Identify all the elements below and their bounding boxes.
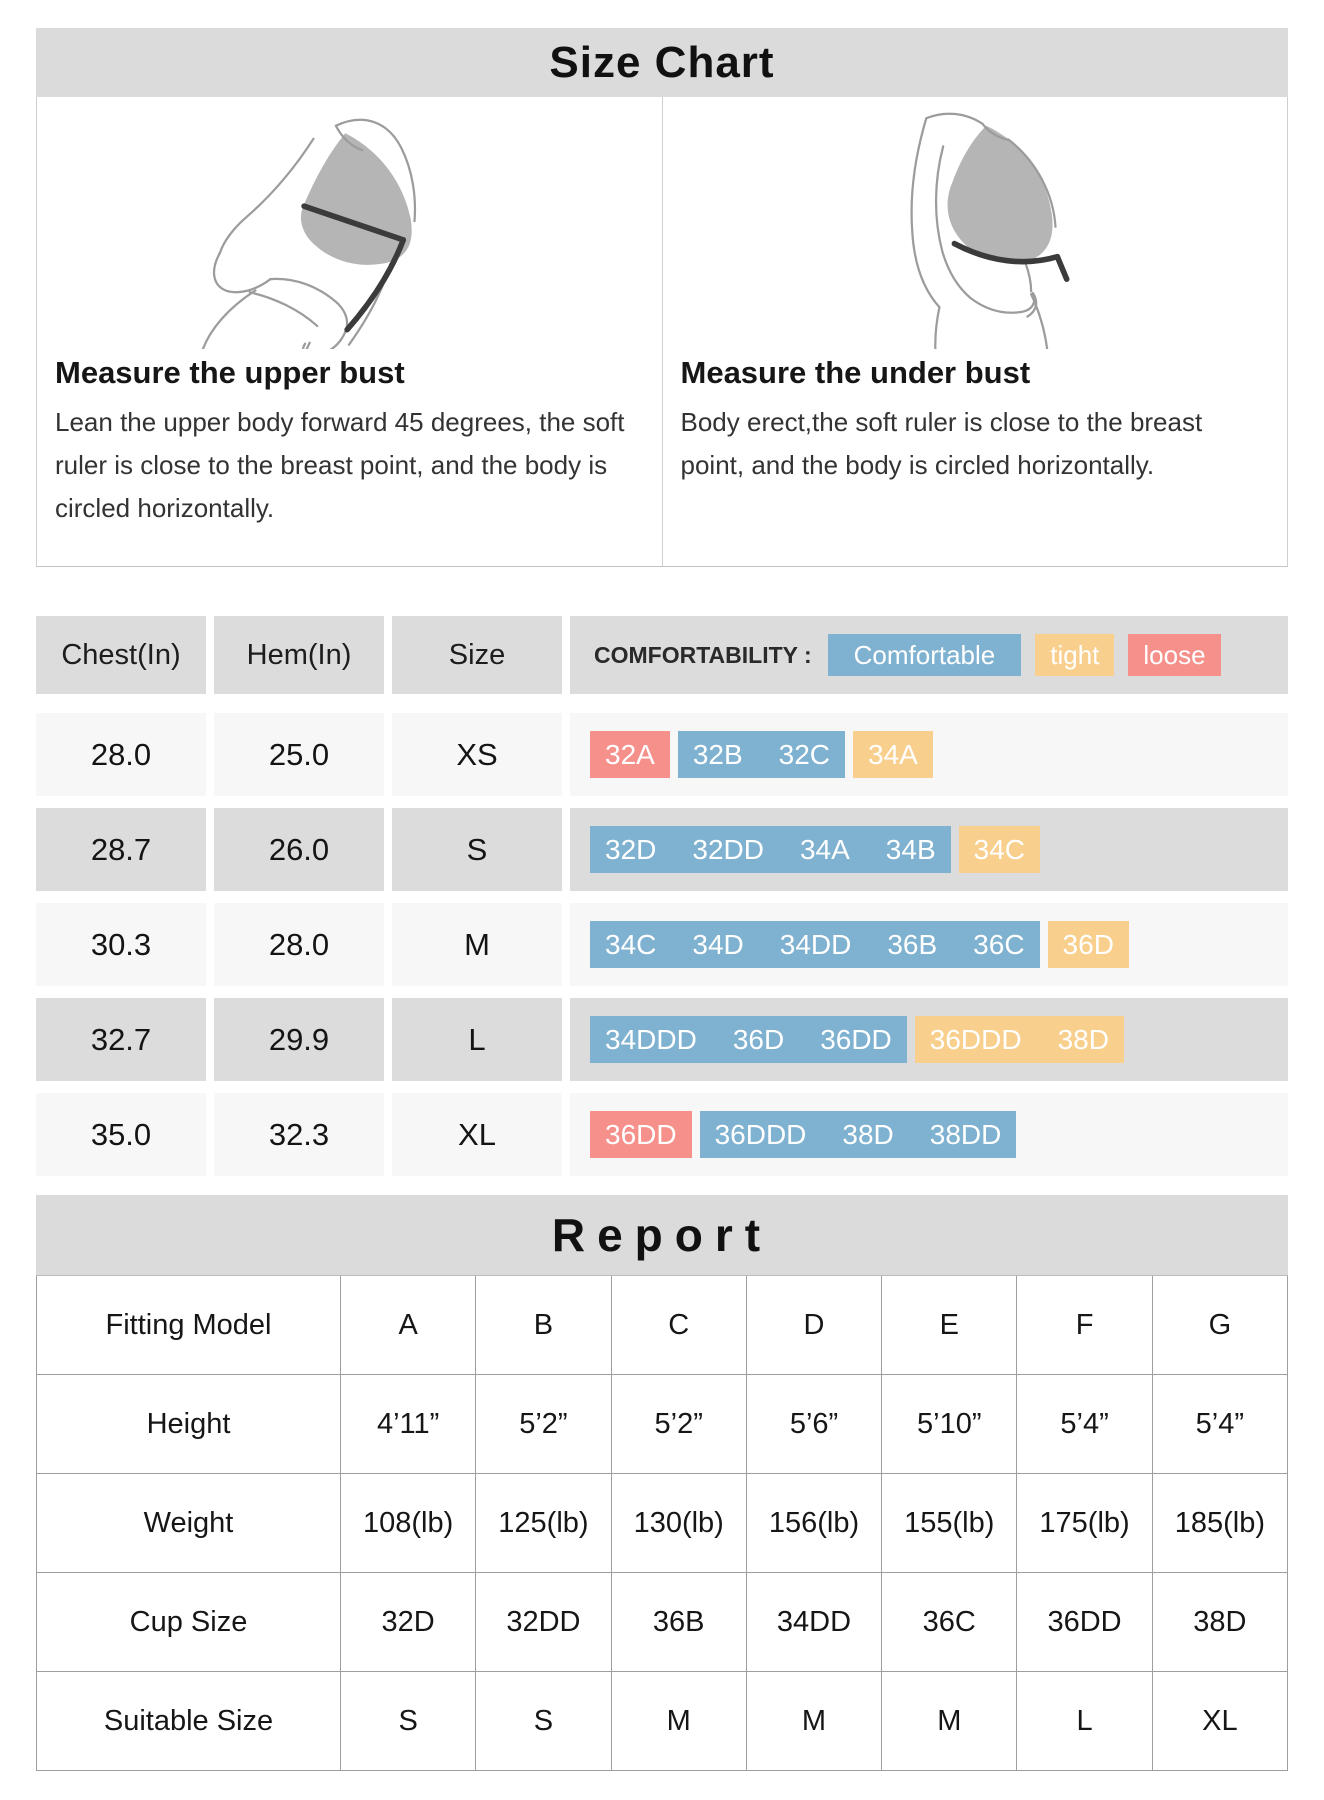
- chest-value: 30.3: [90, 926, 152, 962]
- report-cell: M: [747, 1672, 882, 1771]
- report-cell: XL: [1153, 1672, 1288, 1771]
- cup-label: 34DDD: [605, 1023, 697, 1055]
- report-row-label: Cup Size: [37, 1573, 341, 1672]
- report-cell: G: [1153, 1276, 1288, 1375]
- report-cell: 34DD: [747, 1573, 882, 1672]
- chest-value: 35.0: [90, 1116, 152, 1152]
- chest-header: Chest(In): [61, 638, 181, 671]
- cup-label: 38DD: [929, 1118, 1002, 1150]
- cup-label: 34B: [885, 833, 936, 865]
- size-row: [36, 808, 1288, 891]
- cup-label: 36DDD: [929, 1023, 1022, 1055]
- report-row-label: Height: [37, 1375, 341, 1474]
- report-title-band: [36, 1195, 1288, 1275]
- size-chart-title: Size Chart: [549, 37, 775, 87]
- chest-value: 28.7: [90, 831, 152, 867]
- report-cell: 36C: [882, 1573, 1017, 1672]
- size-row: [36, 903, 1288, 986]
- report-cell: 36B: [612, 1573, 747, 1672]
- report-cell: M: [612, 1672, 747, 1771]
- measuring-panels: [36, 97, 1288, 567]
- size-table: [36, 616, 1288, 1176]
- cup-chip: [959, 826, 1040, 873]
- cup-label: 32DD: [692, 833, 764, 865]
- size-chart-title-band: [36, 28, 1288, 97]
- cup-label: 36D: [732, 1023, 785, 1055]
- report-cell: C: [612, 1276, 747, 1375]
- report-cell: L: [1017, 1672, 1152, 1771]
- cup-label: 34DD: [779, 928, 852, 960]
- report-cell: 32DD: [476, 1573, 611, 1672]
- legend-label: Comfortable: [853, 639, 996, 670]
- report-cell: 125(lb): [476, 1474, 611, 1573]
- size-value: S: [466, 831, 488, 867]
- hem-value: 28.0: [268, 926, 330, 962]
- cup-chip: [678, 731, 845, 778]
- cup-label: 34A: [799, 833, 850, 865]
- hem-value: 26.0: [268, 831, 330, 867]
- report-table: [36, 1275, 1288, 1771]
- cup-chip: [590, 826, 951, 873]
- report-row-label: Fitting Model: [37, 1276, 341, 1375]
- cup-chips: [570, 1016, 1124, 1063]
- size-row: [36, 713, 1288, 796]
- size-row: [36, 1093, 1288, 1176]
- cup-chip: [590, 921, 1040, 968]
- report-cell: 108(lb): [341, 1474, 476, 1573]
- report-cell: 4’11”: [341, 1375, 476, 1474]
- report-cell: 5’6”: [747, 1375, 882, 1474]
- report-cell: F: [1017, 1276, 1152, 1375]
- report-cell: 36DD: [1017, 1573, 1152, 1672]
- hem-value: 32.3: [268, 1116, 330, 1152]
- upper-bust-heading: Measure the upper bust: [55, 355, 405, 390]
- under-bust-heading: Measure the under bust: [680, 355, 1031, 390]
- report-cell: 185(lb): [1153, 1474, 1288, 1573]
- cup-label: 36DD: [820, 1023, 892, 1055]
- cup-chip: [590, 1111, 692, 1158]
- report-cell: 5’2”: [476, 1375, 611, 1474]
- size-value: XL: [458, 1116, 496, 1152]
- cup-label: 34C: [605, 928, 657, 960]
- legend-comfortable-chip: [828, 634, 1022, 676]
- cup-label: 36DDD: [714, 1118, 807, 1150]
- report-cell: A: [341, 1276, 476, 1375]
- cup-chip: [590, 731, 670, 778]
- report-cell: 130(lb): [612, 1474, 747, 1573]
- legend-label: loose: [1143, 639, 1206, 670]
- report-cell: D: [747, 1276, 882, 1375]
- size-value: XS: [456, 736, 498, 772]
- report-title: Report: [551, 1209, 773, 1261]
- report-cell: 5’10”: [882, 1375, 1017, 1474]
- cup-label: 36C: [973, 928, 1025, 960]
- upper-bust-description: Lean the upper body forward 45 degrees, the soft ruler is close to the breast point, and the body is circled horizontally.: [55, 407, 625, 523]
- report-cell: 5’4”: [1153, 1375, 1288, 1474]
- cup-label: 36DD: [605, 1118, 677, 1150]
- cup-label: 36D: [1062, 928, 1114, 960]
- comfortability-label: COMFORTABILITY :: [594, 641, 812, 668]
- report-cell: B: [476, 1276, 611, 1375]
- cup-chip: [915, 1016, 1124, 1063]
- cup-label: 38D: [842, 1118, 894, 1150]
- report-cell: 5’2”: [612, 1375, 747, 1474]
- legend-label: tight: [1050, 639, 1100, 670]
- cup-label: 34C: [973, 833, 1025, 865]
- chest-value: 28.0: [90, 736, 152, 772]
- hem-value: 29.9: [268, 1021, 330, 1057]
- report-cell: 156(lb): [747, 1474, 882, 1573]
- chest-value: 32.7: [90, 1021, 152, 1057]
- cup-chip: [853, 731, 933, 778]
- under-bust-description: Body erect,the soft ruler is close to the breast point, and the body is circled horizontally.: [680, 407, 1203, 480]
- report-cell: 38D: [1153, 1573, 1288, 1672]
- hem-header: Hem(In): [246, 638, 352, 671]
- size-value: L: [468, 1021, 486, 1057]
- report-cell: E: [882, 1276, 1017, 1375]
- size-table-header: [36, 616, 1288, 694]
- cup-chips: [570, 731, 933, 778]
- report-cell: 175(lb): [1017, 1474, 1152, 1573]
- size-row: [36, 998, 1288, 1081]
- report-cell: S: [341, 1672, 476, 1771]
- report-cell: S: [476, 1672, 611, 1771]
- cup-chip: [1048, 921, 1129, 968]
- report-row-label: Weight: [37, 1474, 341, 1573]
- cup-label: 38D: [1057, 1023, 1109, 1055]
- legend-loose-chip: [1128, 634, 1220, 676]
- cup-label: 34A: [868, 738, 918, 770]
- report-cell: 5’4”: [1017, 1375, 1152, 1474]
- cup-label: 32C: [778, 738, 831, 770]
- erect-torso-illustration: [775, 107, 1175, 349]
- report-cell: 155(lb): [882, 1474, 1017, 1573]
- cup-chips: [570, 921, 1129, 968]
- cup-label: 32B: [692, 738, 743, 770]
- cup-chips: [570, 1111, 1016, 1158]
- under-bust-panel: [662, 97, 1288, 566]
- hem-value: 25.0: [268, 736, 330, 772]
- cup-label: 32D: [605, 833, 657, 865]
- cup-chip: [700, 1111, 1017, 1158]
- leaning-torso-illustration: [149, 107, 549, 349]
- cup-chip: [590, 1016, 907, 1063]
- size-value: M: [464, 926, 490, 962]
- report-cell: 32D: [341, 1573, 476, 1672]
- cup-label: 36B: [887, 928, 938, 960]
- comfortability-legend: [828, 634, 1221, 676]
- upper-bust-figure: [55, 107, 644, 349]
- report-row-label: Suitable Size: [37, 1672, 341, 1771]
- cup-chips: [570, 826, 1040, 873]
- under-bust-figure: [681, 107, 1270, 349]
- report-cell: M: [882, 1672, 1017, 1771]
- legend-tight-chip: [1035, 634, 1114, 676]
- cup-label: 32A: [605, 738, 655, 770]
- upper-bust-panel: [37, 97, 662, 566]
- cup-label: 34D: [692, 928, 744, 960]
- size-header: Size: [448, 638, 506, 671]
